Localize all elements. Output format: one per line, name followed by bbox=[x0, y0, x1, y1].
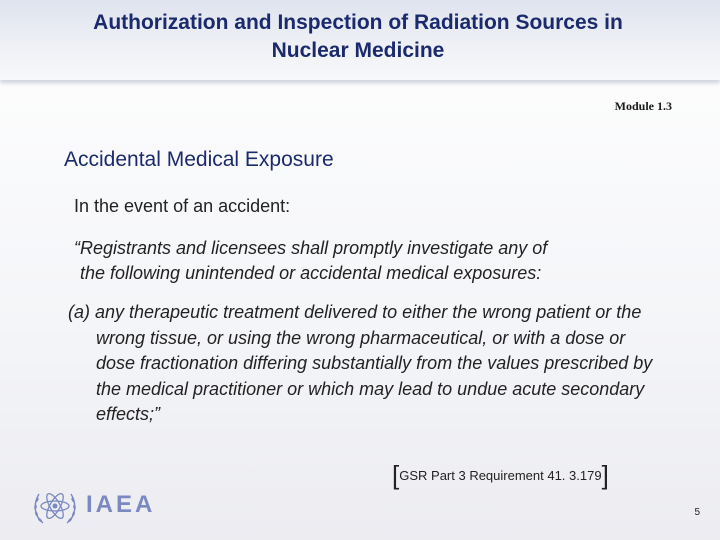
page-number: 5 bbox=[694, 507, 700, 518]
reference-close-bracket: ] bbox=[601, 460, 609, 490]
iaea-atom-olive-emblem-icon bbox=[30, 482, 80, 528]
reference-citation bbox=[392, 460, 609, 491]
reference-open-bracket: [ bbox=[392, 460, 400, 490]
reference-text: GSR Part 3 Requirement 41. 3.179 bbox=[399, 468, 602, 483]
module-label: Module 1.3 bbox=[614, 99, 672, 113]
quote-text bbox=[74, 236, 654, 286]
section-title: Accidental Medical Exposure bbox=[64, 148, 334, 171]
slide-title-line-2: Nuclear Medicine bbox=[271, 39, 445, 62]
slide-title-line-1: Authorization and Inspection of Radiation Sources in bbox=[93, 11, 623, 34]
quote-line-2: the following unintended or accidental medical exposures: bbox=[80, 263, 542, 283]
intro-text: In the event of an accident: bbox=[74, 196, 291, 216]
quote-line-1: “Registrants and licensees shall promptly investigate any of bbox=[74, 238, 548, 258]
slide-header bbox=[0, 0, 720, 80]
slide-title bbox=[0, 9, 716, 65]
iaea-logo-text: IAEA bbox=[86, 491, 156, 518]
list-item-a: (a) any therapeutic treatment delivered to either the wrong patient or the wrong tissue, or using the wrong pharmaceutical, or with a dose or dose fractionation differing substantially from the values prescribed by the medical practitioner or which may lead to undue acute secondary effects;” bbox=[68, 302, 653, 424]
